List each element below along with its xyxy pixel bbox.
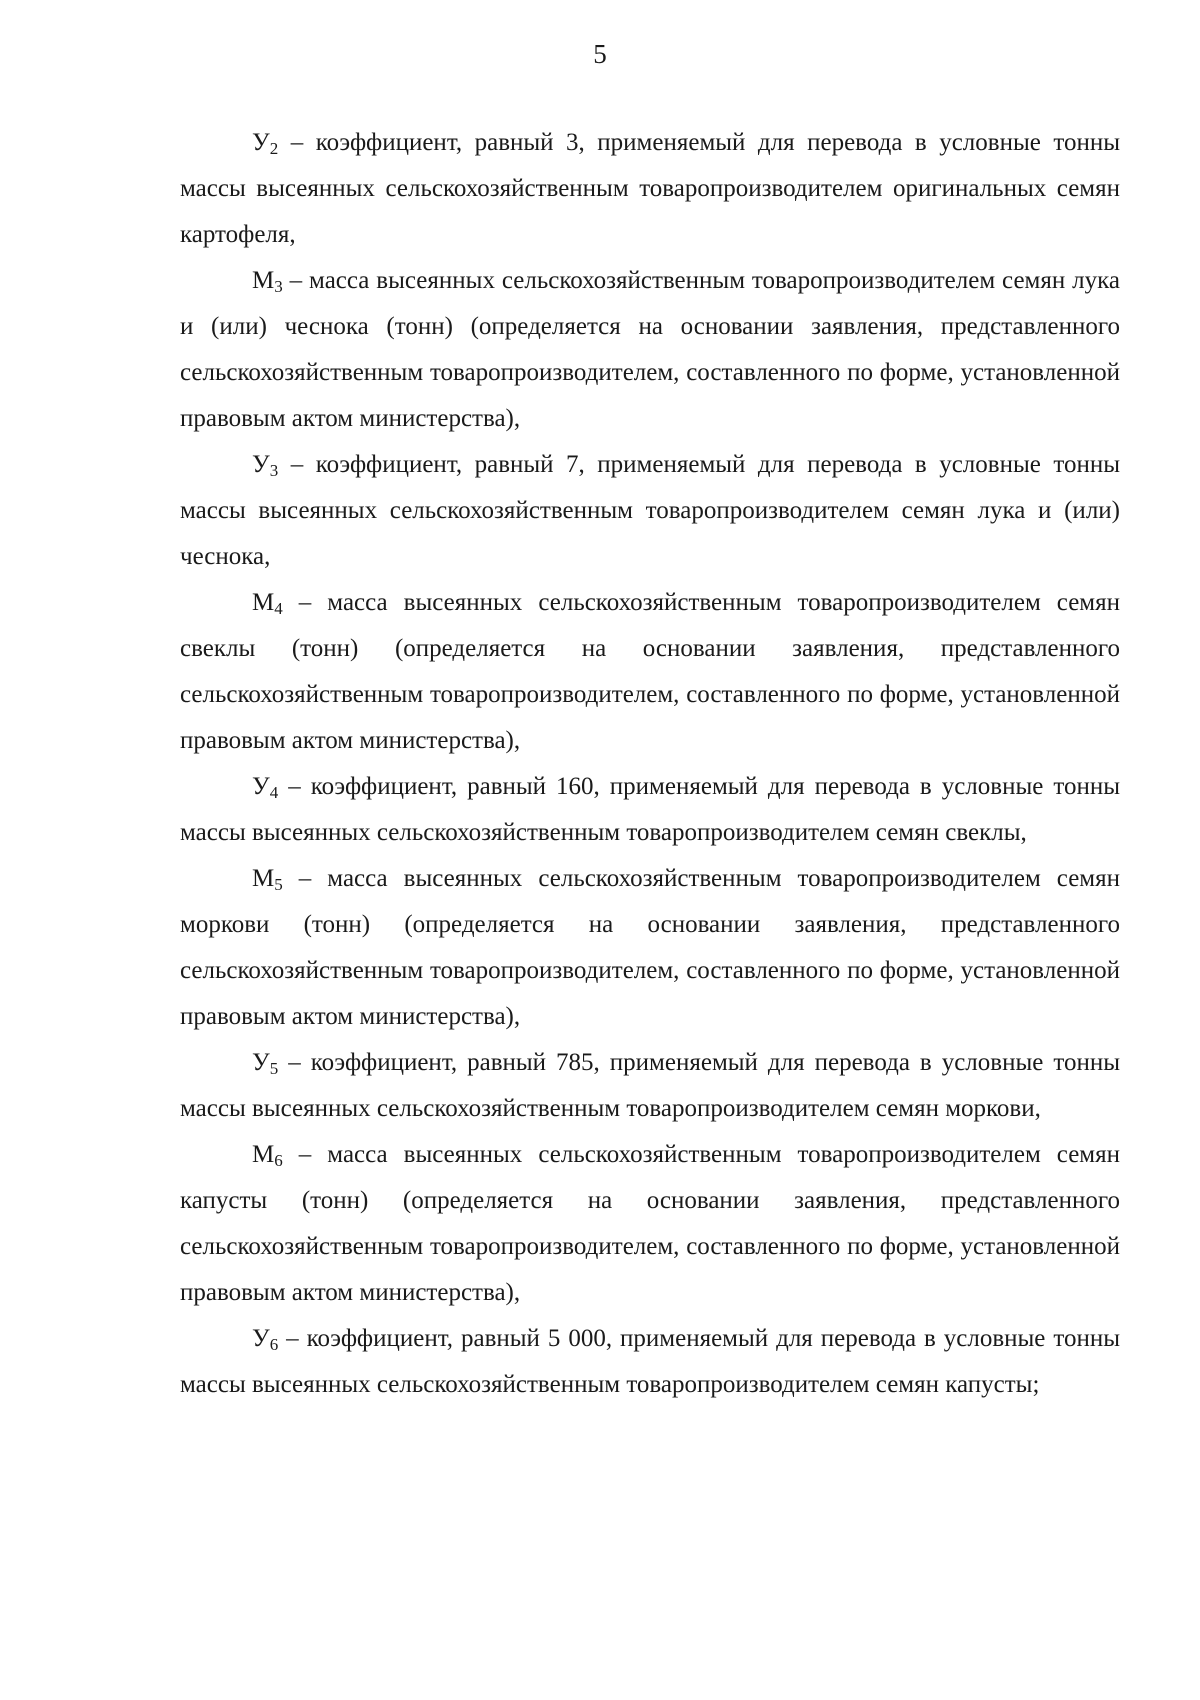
paragraph-text: – коэффициент, равный 3, применяемый для перевода в условные тонны массы высеянных сельскохозяйственным товаропроизводителем оригинальных семян картофеля,: [180, 129, 1120, 248]
document-body: [180, 120, 1120, 1408]
variable-symbol: М: [252, 589, 275, 616]
variable-symbol: У: [252, 773, 270, 800]
variable-symbol: У: [252, 129, 270, 156]
paragraph-m3: [180, 258, 1120, 442]
paragraph-text: – коэффициент, равный 7, применяемый для перевода в условные тонны массы высеянных сельскохозяйственным товаропроизводителем семян лука и (или) чеснока,: [180, 451, 1120, 570]
paragraph-text: – масса высеянных сельскохозяйственным товаропроизводителем семян моркови (тонн) (определяется на основании заявления, представленного сельскохозяйственным товаропроизводителем, составленного по форме, установленной правовым актом министерства),: [180, 865, 1120, 1030]
paragraph-text: – масса высеянных сельскохозяйственным товаропроизводителем семян капусты (тонн) (определяется на основании заявления, представленного сельскохозяйственным товаропроизводителем, составленного по форме, установленной правовым актом министерства),: [180, 1141, 1120, 1306]
variable-symbol: У: [252, 1049, 270, 1076]
variable-index: 6: [269, 1335, 279, 1354]
variable-index: 4: [269, 783, 279, 802]
paragraph-text: – масса высеянных сельскохозяйственным товаропроизводителем семян лука и (или) чеснока (тонн) (определяется на основании заявления, представленного сельскохозяйственным товаропроизводителем, составленного по форме, установленной правовым актом министерства),: [180, 267, 1120, 432]
paragraph-u5: [180, 1040, 1120, 1132]
paragraph-text: – масса высеянных сельскохозяйственным товаропроизводителем семян свеклы (тонн) (определяется на основании заявления, представленного сельскохозяйственным товаропроизводителем, составленного по форме, установленной правовым актом министерства),: [180, 589, 1120, 754]
paragraph-u3: [180, 442, 1120, 580]
variable-symbol: У: [252, 1325, 270, 1352]
variable-symbol: М: [252, 865, 275, 892]
variable-index: 3: [269, 461, 279, 480]
paragraph-m5: [180, 856, 1120, 1040]
paragraph-u2: [180, 120, 1120, 258]
variable-index: 5: [269, 1059, 279, 1078]
paragraph-text: – коэффициент, равный 160, применяемый для перевода в условные тонны массы высеянных сельскохозяйственным товаропроизводителем семян свеклы,: [180, 773, 1120, 846]
variable-index: 5: [274, 875, 283, 894]
paragraph-m6: [180, 1132, 1120, 1316]
page-number: 5: [593, 39, 607, 69]
variable-index: 6: [274, 1151, 283, 1170]
variable-symbol: М: [252, 1141, 275, 1168]
paragraph-m4: [180, 580, 1120, 764]
variable-index: 3: [274, 277, 283, 296]
paragraph-text: – коэффициент, равный 5 000, применяемый для перевода в условные тонны массы высеянных сельскохозяйственным товаропроизводителем семян капусты;: [180, 1325, 1120, 1398]
paragraph-u6: [180, 1316, 1120, 1408]
paragraph-u4: [180, 764, 1120, 856]
variable-index: 2: [269, 139, 279, 158]
variable-symbol: У: [252, 451, 270, 478]
paragraph-text: – коэффициент, равный 785, применяемый для перевода в условные тонны массы высеянных сельскохозяйственным товаропроизводителем семян моркови,: [180, 1049, 1120, 1122]
variable-symbol: М: [252, 267, 275, 294]
variable-index: 4: [274, 599, 283, 618]
